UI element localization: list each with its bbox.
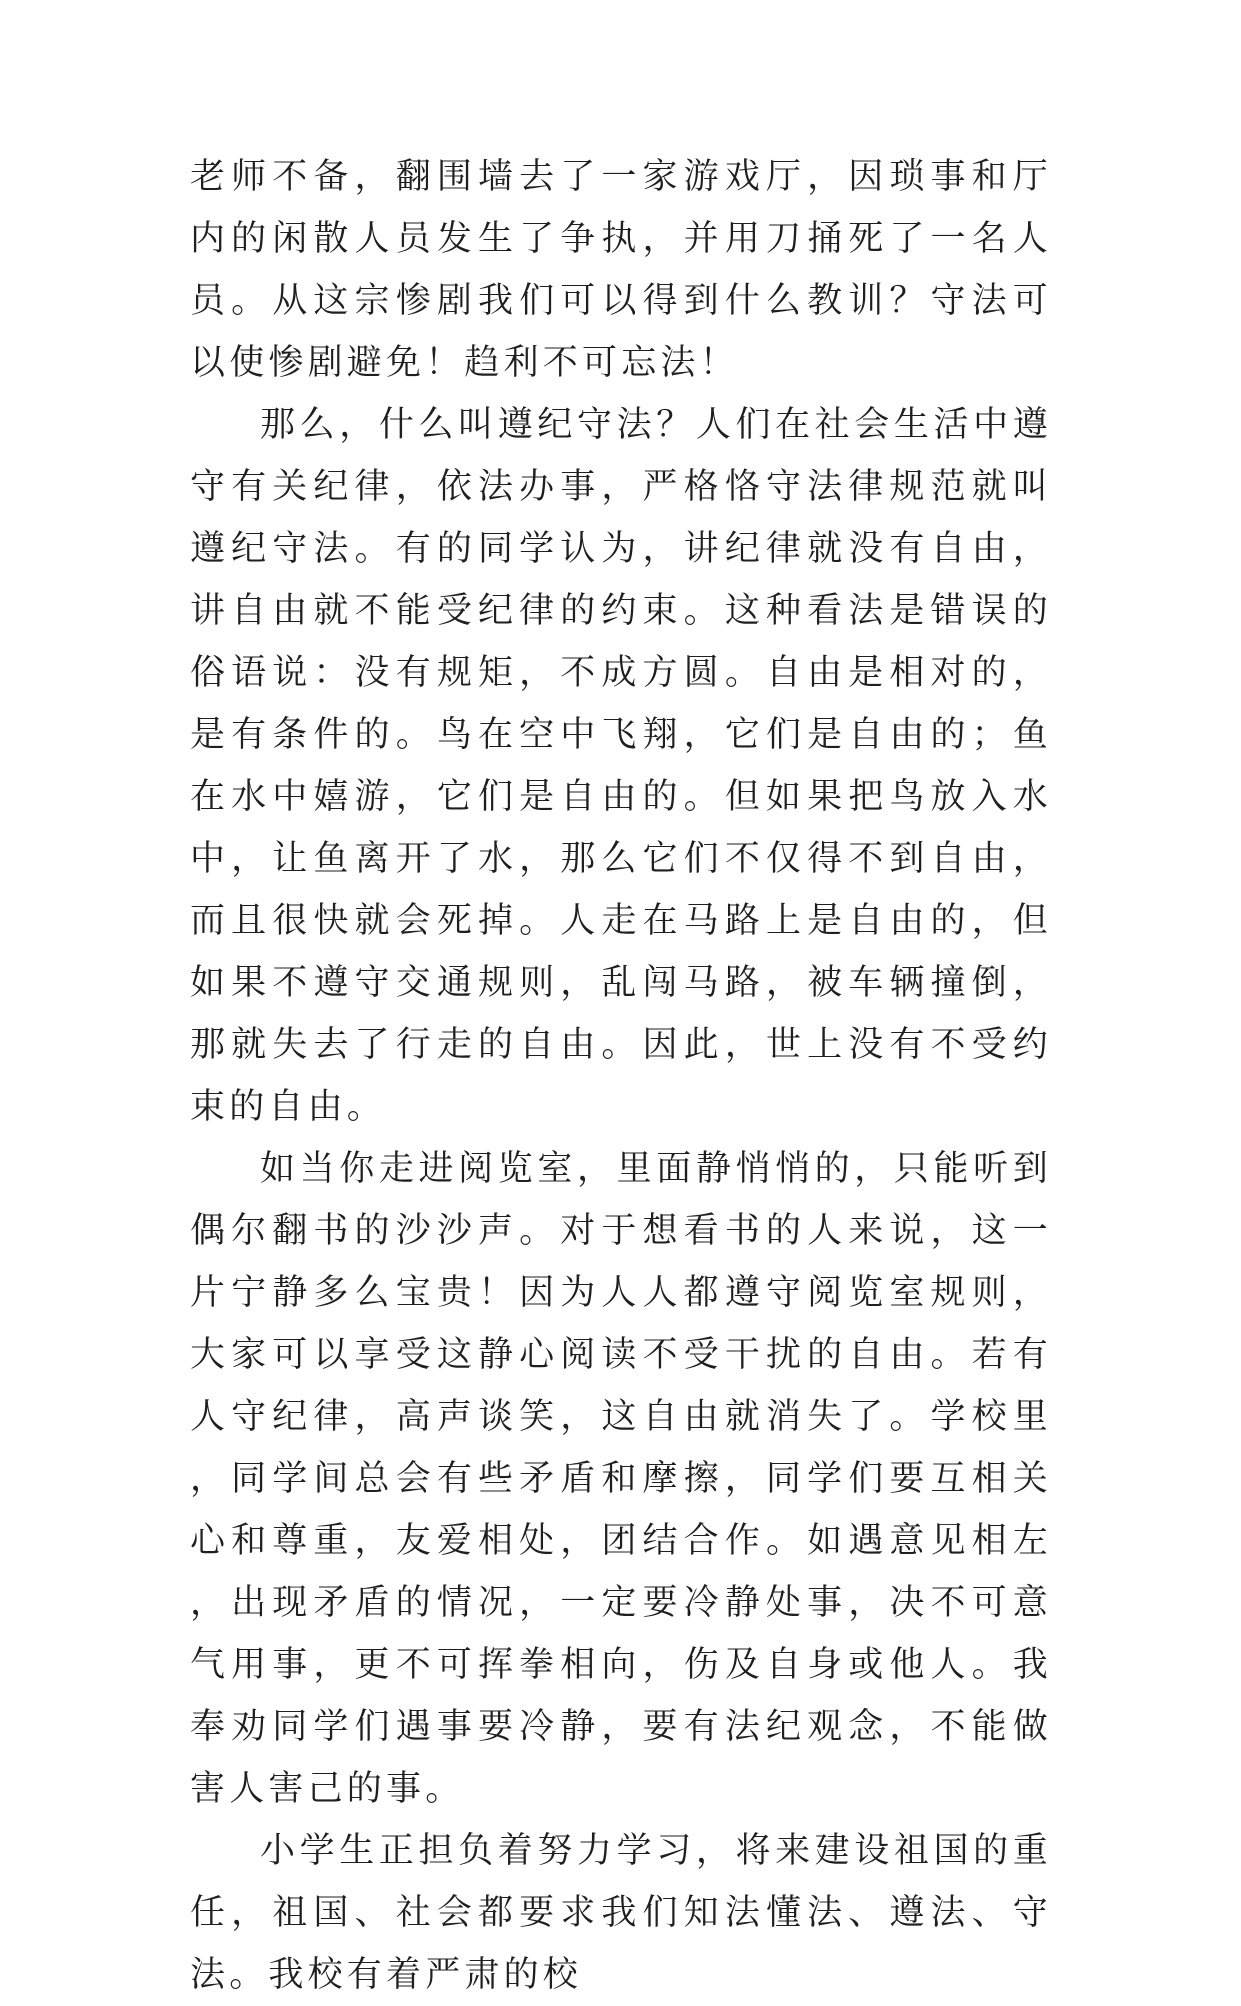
paragraph-1: 老师不备，翻围墙去了一家游戏厅，因琐事和厅内的闲散人员发生了争执，并用刀捅死了一名人员。从这宗惨剧我们可以得到什么教训？守法可以使惨剧避免！趋利不可忘法！ xyxy=(190,157,1052,383)
document-body xyxy=(190,146,1052,2006)
paragraph-3: 如当你走进阅览室，里面静悄悄的，只能听到偶尔翻书的沙沙声。对于想看书的人来说，这一片宁静多么宝贵！因为人人都遵守阅览室规则，大家可以享受这静心阅读不受干扰的自由。若有人守纪律，高声谈笑，这自由就消失了。学校里，同学间总会有些矛盾和摩擦，同学们要互相关心和尊重，友爱相处，团结合作。如遇意见相左，出现矛盾的情况，一定要冷静处事，决不可意气用事，更不可挥拳相向，伤及自身或他人。我奉劝同学们遇事要冷静，要有法纪观念，不能做害人害己的事。 xyxy=(190,1149,1052,1809)
paragraph-4: 小学生正担负着努力学习，将来建设祖国的重任，祖国、社会都要求我们知法懂法、遵法、守法。我校有着严肃的校 xyxy=(190,1831,1052,1995)
paragraph-2: 那么，什么叫遵纪守法？人们在社会生活中遵守有关纪律，依法办事，严格恪守法律规范就叫遵纪守法。有的同学认为，讲纪律就没有自由，讲自由就不能受纪律的约束。这种看法是错误的俗语说：没有规矩，不成方圆。自由是相对的，是有条件的。鸟在空中飞翔，它们是自由的；鱼在水中嬉游，它们是自由的。但如果把鸟放入水中，让鱼离开了水，那么它们不仅得不到自由，而且很快就会死掉。人走在马路上是自由的，但如果不遵守交通规则，乱闯马路，被车辆撞倒，那就失去了行走的自由。因此，世上没有不受约束的自由。 xyxy=(190,405,1052,1127)
